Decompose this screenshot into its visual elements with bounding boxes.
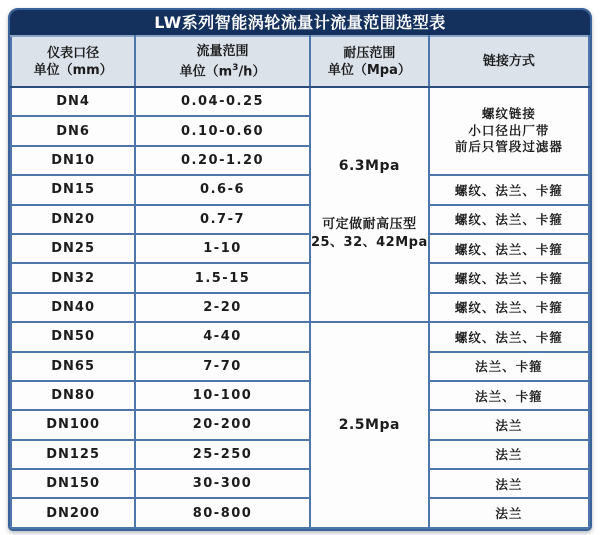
connection-cell: 法兰 <box>429 410 589 439</box>
table-row <box>11 469 589 498</box>
connection-cell: 螺纹、法兰、卡箍 <box>429 175 589 204</box>
flow-cell: 20-200 <box>135 410 310 439</box>
table-row <box>11 410 589 439</box>
header-col-flow-range <box>135 36 310 87</box>
dn-cell: DN6 <box>11 116 135 145</box>
table-row <box>11 352 589 381</box>
header-diameter-line1: 仪表口径 <box>47 45 100 61</box>
flow-cell: 0.7-7 <box>135 205 310 234</box>
header-diameter-line2: 单位（mm） <box>33 62 113 78</box>
cubic-superscript: 3 <box>232 62 239 73</box>
flow-cell: 25-250 <box>135 440 310 469</box>
connection-cell: 螺纹、法兰、卡箍 <box>429 293 589 322</box>
header-pressure-line1: 耐压范围 <box>343 45 396 61</box>
table-row <box>11 293 589 322</box>
flow-cell: 30-300 <box>135 469 310 498</box>
connection-cell: 法兰 <box>429 498 589 527</box>
dn-cell: DN125 <box>11 440 135 469</box>
pressure-cell-group1 <box>310 87 429 322</box>
connection-cell: 法兰、卡箍 <box>429 352 589 381</box>
dn-cell: DN100 <box>11 410 135 439</box>
header-flow-line2: 单位$(m^3/h)$ <box>179 62 266 80</box>
dn-cell: DN150 <box>11 469 135 498</box>
table-row <box>11 263 589 292</box>
table-row <box>11 234 589 263</box>
connection-cell: 法兰 <box>429 469 589 498</box>
flow-cell: 7-70 <box>135 352 310 381</box>
header-flow-line1: 流量范围 <box>196 43 249 59</box>
dn-cell: DN4 <box>11 87 135 116</box>
table-row <box>11 175 589 204</box>
flowmeter-selection-table <box>8 8 592 531</box>
connection-cell: 法兰 <box>429 440 589 469</box>
table-title: LW系列智能涡轮流量计流量范围选型表 <box>10 10 590 35</box>
dn-cell: DN20 <box>11 205 135 234</box>
flow-cell: 0.20-1.20 <box>135 146 310 175</box>
table-row <box>11 381 589 410</box>
connection-cell: 螺纹、法兰、卡箍 <box>429 234 589 263</box>
dn-cell: DN200 <box>11 498 135 527</box>
connection-cell: 法兰、卡箍 <box>429 381 589 410</box>
flow-cell: 0.04-0.25 <box>135 87 310 116</box>
connection-cell: 螺纹、法兰、卡箍 <box>429 205 589 234</box>
dn-cell: DN10 <box>11 146 135 175</box>
table-row <box>11 498 589 527</box>
table-row <box>11 205 589 234</box>
dn-cell: DN65 <box>11 352 135 381</box>
pressure-value: 6.3Mpa <box>338 157 400 174</box>
flow-cell: 1.5-15 <box>135 263 310 292</box>
header-col-diameter <box>11 36 135 87</box>
flow-cell: 80-800 <box>135 498 310 527</box>
dn-cell: DN50 <box>11 322 135 351</box>
header-row <box>11 36 589 87</box>
dn-cell: DN80 <box>11 381 135 410</box>
dn-cell: DN15 <box>11 175 135 204</box>
pressure-cell-group2: 2.5Mpa <box>310 322 429 528</box>
dn-cell: DN40 <box>11 293 135 322</box>
dn-cell: DN32 <box>11 263 135 292</box>
flow-cell: 0.6-6 <box>135 175 310 204</box>
table-row <box>11 440 589 469</box>
selection-table <box>10 35 590 529</box>
flow-cell: 10-100 <box>135 381 310 410</box>
flow-cell: 4-40 <box>135 322 310 351</box>
flow-cell: 1-10 <box>135 234 310 263</box>
flow-cell: 2-20 <box>135 293 310 322</box>
dn-cell: DN25 <box>11 234 135 263</box>
connection-cell: 螺纹、法兰、卡箍 <box>429 322 589 351</box>
header-col-pressure <box>310 36 429 87</box>
connection-cell: 螺纹、法兰、卡箍 <box>429 263 589 292</box>
table-row <box>11 87 589 116</box>
header-col-connection: 链接方式 <box>429 36 589 87</box>
table-row <box>11 322 589 351</box>
pressure-note: 可定做耐高压型 25、32、42Mpa <box>310 216 428 250</box>
connection-cell-small-bore: 螺纹链接 小口径出厂带 前后只管段过滤器 <box>429 87 589 175</box>
header-pressure-line2: 单位（Mpa） <box>327 62 411 78</box>
flow-cell: 0.10-0.60 <box>135 116 310 145</box>
